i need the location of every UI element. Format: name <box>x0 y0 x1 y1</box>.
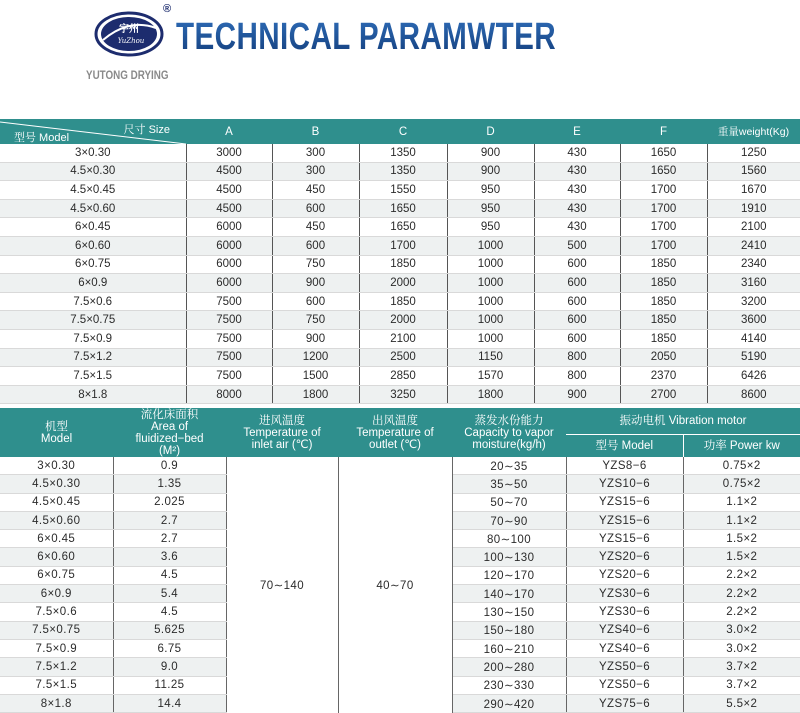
value-cell: 1850 <box>620 255 707 274</box>
model-cell: 7.5×1.5 <box>0 676 113 694</box>
dimensions-body <box>0 144 800 404</box>
area-header-en1: Area of <box>150 420 189 433</box>
model-cell: 4.5×0.30 <box>0 475 113 493</box>
table-row <box>0 311 800 330</box>
value-cell: 1650 <box>620 144 707 162</box>
value-cell: 950 <box>447 199 534 218</box>
value-cell: 1650 <box>359 199 447 218</box>
value-cell: 7500 <box>186 367 272 386</box>
value-cell: 1200 <box>272 348 359 367</box>
table-row <box>0 181 800 200</box>
col-header-c: C <box>359 119 447 144</box>
power-cell: 3.0×2 <box>683 639 800 657</box>
motor-model-cell: YZS30−6 <box>566 585 683 603</box>
table-row <box>0 144 800 162</box>
value-cell: 600 <box>272 292 359 311</box>
table-row <box>0 162 800 181</box>
value-cell: 1700 <box>359 236 447 255</box>
value-cell: 430 <box>534 144 620 162</box>
model-cell: 7.5×1.5 <box>0 367 186 386</box>
value-cell: 600 <box>534 311 620 330</box>
area-header-en3: (M²) <box>158 444 181 457</box>
value-cell: 1910 <box>707 199 800 218</box>
model-cell: 8×1.8 <box>0 694 113 712</box>
area-cell: 3.6 <box>113 548 226 566</box>
value-cell: 3000 <box>186 144 272 162</box>
company-logo <box>94 10 164 58</box>
power-cell: 2.2×2 <box>683 585 800 603</box>
value-cell: 1570 <box>447 367 534 386</box>
model-label: 型号 Model <box>14 132 70 144</box>
table-row <box>0 236 800 255</box>
value-cell: 430 <box>534 181 620 200</box>
value-cell: 1700 <box>620 218 707 237</box>
motor-model-cell: YZS15−6 <box>566 530 683 548</box>
value-cell: 1700 <box>620 236 707 255</box>
value-cell: 2000 <box>359 274 447 293</box>
value-cell: 1700 <box>620 181 707 200</box>
value-cell: 750 <box>272 311 359 330</box>
value-cell: 600 <box>534 255 620 274</box>
value-cell: 7500 <box>186 348 272 367</box>
model-cell: 4.5×0.60 <box>0 199 186 218</box>
value-cell: 750 <box>272 255 359 274</box>
model-cell: 4.5×0.30 <box>0 162 186 181</box>
inlet-header-cn: 进风温度 <box>259 414 305 427</box>
value-cell: 2100 <box>359 329 447 348</box>
capacity-cell: 120∼170 <box>452 566 566 584</box>
value-cell: 3160 <box>707 274 800 293</box>
value-cell: 1850 <box>359 255 447 274</box>
value-cell: 1850 <box>620 311 707 330</box>
power-cell: 1.1×2 <box>683 493 800 511</box>
table-row <box>0 274 800 293</box>
area-cell: 2.025 <box>113 493 226 511</box>
value-cell: 6000 <box>186 236 272 255</box>
capacity-cell: 140∼170 <box>452 585 566 603</box>
model-header <box>0 408 113 457</box>
table-row <box>0 218 800 237</box>
capacity-cell: 160∼210 <box>452 639 566 657</box>
model-cell: 6×0.45 <box>0 218 186 237</box>
value-cell: 1000 <box>447 236 534 255</box>
area-cell: 14.4 <box>113 694 226 712</box>
capacity-header-en2: moisture(kg/h) <box>472 438 546 451</box>
capacity-header-cn: 蒸发水份能力 <box>474 414 544 427</box>
value-cell: 1850 <box>620 292 707 311</box>
model-cell: 3×0.30 <box>0 144 186 162</box>
capacity-header-en1: Capacity to vapor <box>464 426 554 439</box>
motor-model-cell: YZS50−6 <box>566 676 683 694</box>
table-row <box>0 199 800 218</box>
model-cell: 8×1.8 <box>0 385 186 404</box>
model-cell: 7.5×1.2 <box>0 348 186 367</box>
value-cell: 600 <box>534 292 620 311</box>
area-header-en2: fluidized−bed <box>135 432 204 445</box>
model-cell: 6×0.60 <box>0 548 113 566</box>
col-header-weight: 重量weight(Kg) <box>707 119 800 144</box>
capacity-cell: 150∼180 <box>452 621 566 639</box>
value-cell: 1850 <box>359 292 447 311</box>
value-cell: 900 <box>272 329 359 348</box>
model-cell: 4.5×0.45 <box>0 493 113 511</box>
area-cell: 4.5 <box>113 566 226 584</box>
page-header <box>0 0 800 80</box>
power-cell: 3.7×2 <box>683 676 800 694</box>
power-cell: 1.1×2 <box>683 511 800 529</box>
dimensions-table <box>0 119 800 404</box>
model-cell: 6×0.9 <box>0 585 113 603</box>
outlet-header <box>338 408 452 457</box>
value-cell: 800 <box>534 367 620 386</box>
power-cell: 0.75×2 <box>683 475 800 493</box>
inlet-temp-cell: 70∼140 <box>226 457 338 713</box>
area-cell: 11.25 <box>113 676 226 694</box>
registered-mark: ® <box>163 3 172 15</box>
dimensions-header-row <box>0 119 800 144</box>
col-header-f: F <box>620 119 707 144</box>
value-cell: 1700 <box>620 199 707 218</box>
table-row <box>0 329 800 348</box>
model-cell: 7.5×0.9 <box>0 639 113 657</box>
value-cell: 1000 <box>447 311 534 330</box>
power-cell: 0.75×2 <box>683 457 800 475</box>
model-cell: 7.5×0.75 <box>0 311 186 330</box>
value-cell: 1800 <box>272 385 359 404</box>
value-cell: 600 <box>272 236 359 255</box>
value-cell: 4500 <box>186 181 272 200</box>
model-cell: 3×0.30 <box>0 457 113 475</box>
motor-model-cell: YZS50−6 <box>566 658 683 676</box>
model-cell: 6×0.75 <box>0 566 113 584</box>
col-header-a: A <box>186 119 272 144</box>
motor-model-cell: YZS8−6 <box>566 457 683 475</box>
area-cell: 2.7 <box>113 511 226 529</box>
model-cell: 7.5×0.6 <box>0 603 113 621</box>
outlet-temp-cell: 40∼70 <box>338 457 452 713</box>
motor-model-cell: YZS20−6 <box>566 548 683 566</box>
value-cell: 1650 <box>359 218 447 237</box>
value-cell: 450 <box>272 181 359 200</box>
value-cell: 3600 <box>707 311 800 330</box>
value-cell: 8000 <box>186 385 272 404</box>
area-cell: 9.0 <box>113 658 226 676</box>
col-header-e: E <box>534 119 620 144</box>
value-cell: 430 <box>534 199 620 218</box>
page-title: TECHNICAL PARAMWTER <box>176 16 557 58</box>
size-model-header <box>0 119 186 144</box>
capacity-cell: 200∼280 <box>452 658 566 676</box>
value-cell: 1250 <box>707 144 800 162</box>
value-cell: 430 <box>534 162 620 181</box>
value-cell: 2050 <box>620 348 707 367</box>
capacity-header <box>452 408 566 457</box>
model-cell: 7.5×0.75 <box>0 621 113 639</box>
brand-name: YUTONG DRYING <box>86 68 169 82</box>
value-cell: 2500 <box>359 348 447 367</box>
inlet-header <box>226 408 338 457</box>
model-header-en: Model <box>40 432 73 445</box>
area-cell: 2.7 <box>113 530 226 548</box>
model-cell: 4.5×0.60 <box>0 511 113 529</box>
value-cell: 430 <box>534 218 620 237</box>
value-cell: 1000 <box>447 329 534 348</box>
area-cell: 4.5 <box>113 603 226 621</box>
capacity-cell: 130∼150 <box>452 603 566 621</box>
capacity-cell: 100∼130 <box>452 548 566 566</box>
value-cell: 900 <box>447 162 534 181</box>
capacity-cell: 20∼35 <box>452 457 566 475</box>
value-cell: 900 <box>447 144 534 162</box>
area-cell: 1.35 <box>113 475 226 493</box>
model-cell: 7.5×0.9 <box>0 329 186 348</box>
capacity-cell: 70∼90 <box>452 511 566 529</box>
value-cell: 950 <box>447 181 534 200</box>
value-cell: 7500 <box>186 329 272 348</box>
table-row <box>0 367 800 386</box>
area-cell: 5.4 <box>113 585 226 603</box>
value-cell: 1850 <box>620 274 707 293</box>
value-cell: 5190 <box>707 348 800 367</box>
value-cell: 2370 <box>620 367 707 386</box>
motor-model-cell: YZS30−6 <box>566 603 683 621</box>
power-cell: 5.5×2 <box>683 694 800 712</box>
power-cell: 1.5×2 <box>683 530 800 548</box>
model-header-cn: 机型 <box>45 420 68 433</box>
model-cell: 6×0.9 <box>0 274 186 293</box>
value-cell: 800 <box>534 348 620 367</box>
power-cell: 1.5×2 <box>683 548 800 566</box>
vibration-motor-header: 振动电机 Vibration motor <box>566 408 800 435</box>
value-cell: 1350 <box>359 162 447 181</box>
value-cell: 2700 <box>620 385 707 404</box>
value-cell: 1550 <box>359 181 447 200</box>
motor-model-cell: YZS40−6 <box>566 639 683 657</box>
value-cell: 2410 <box>707 236 800 255</box>
value-cell: 2000 <box>359 311 447 330</box>
col-header-d: D <box>447 119 534 144</box>
value-cell: 4500 <box>186 199 272 218</box>
motor-model-cell: YZS75−6 <box>566 694 683 712</box>
power-cell: 2.2×2 <box>683 603 800 621</box>
model-cell: 7.5×0.6 <box>0 292 186 311</box>
motor-model-cell: YZS10−6 <box>566 475 683 493</box>
value-cell: 1670 <box>707 181 800 200</box>
model-cell: 6×0.60 <box>0 236 186 255</box>
motor-model-cell: YZS20−6 <box>566 566 683 584</box>
value-cell: 300 <box>272 144 359 162</box>
capacity-cell: 35∼50 <box>452 475 566 493</box>
performance-table <box>0 408 800 713</box>
area-cell: 0.9 <box>113 457 226 475</box>
performance-header-row-1 <box>0 408 800 435</box>
table-row <box>0 292 800 311</box>
value-cell: 1150 <box>447 348 534 367</box>
value-cell: 1560 <box>707 162 800 181</box>
value-cell: 600 <box>534 329 620 348</box>
value-cell: 8600 <box>707 385 800 404</box>
value-cell: 6000 <box>186 218 272 237</box>
value-cell: 1000 <box>447 292 534 311</box>
power-cell: 2.2×2 <box>683 566 800 584</box>
value-cell: 4500 <box>186 162 272 181</box>
outlet-header-en2: outlet (℃) <box>369 438 421 451</box>
area-cell: 5.625 <box>113 621 226 639</box>
area-header <box>113 408 226 457</box>
logo-chinese-text: 宇州 <box>119 24 139 35</box>
capacity-cell: 50∼70 <box>452 493 566 511</box>
inlet-header-en2: inlet air (℃) <box>251 438 313 451</box>
table-row <box>0 348 800 367</box>
value-cell: 900 <box>272 274 359 293</box>
title-banner <box>172 14 642 58</box>
value-cell: 600 <box>534 274 620 293</box>
motor-model-cell: YZS40−6 <box>566 621 683 639</box>
motor-power-header: 功率 Power kw <box>683 435 800 458</box>
table-row <box>0 457 800 475</box>
area-header-cn: 流化床面积 <box>140 408 199 421</box>
area-cell: 6.75 <box>113 639 226 657</box>
size-label: 尺寸 Size <box>123 124 170 136</box>
value-cell: 1500 <box>272 367 359 386</box>
value-cell: 6426 <box>707 367 800 386</box>
value-cell: 2850 <box>359 367 447 386</box>
power-cell: 3.0×2 <box>683 621 800 639</box>
capacity-cell: 290∼420 <box>452 694 566 712</box>
value-cell: 3250 <box>359 385 447 404</box>
value-cell: 7500 <box>186 292 272 311</box>
value-cell: 6000 <box>186 274 272 293</box>
value-cell: 1800 <box>447 385 534 404</box>
model-cell: 7.5×1.2 <box>0 658 113 676</box>
motor-model-cell: YZS15−6 <box>566 511 683 529</box>
value-cell: 950 <box>447 218 534 237</box>
value-cell: 300 <box>272 162 359 181</box>
inlet-header-en1: Temperature of <box>243 426 321 439</box>
capacity-cell: 230∼330 <box>452 676 566 694</box>
value-cell: 900 <box>534 385 620 404</box>
outlet-header-en1: Temperature of <box>356 426 434 439</box>
value-cell: 6000 <box>186 255 272 274</box>
value-cell: 2100 <box>707 218 800 237</box>
value-cell: 500 <box>534 236 620 255</box>
logo-latin-text: YuZhou <box>117 37 145 45</box>
table-row <box>0 255 800 274</box>
value-cell: 1650 <box>620 162 707 181</box>
value-cell: 2340 <box>707 255 800 274</box>
value-cell: 3200 <box>707 292 800 311</box>
value-cell: 4140 <box>707 329 800 348</box>
value-cell: 600 <box>272 199 359 218</box>
value-cell: 7500 <box>186 311 272 330</box>
motor-model-header: 型号 Model <box>566 435 683 458</box>
motor-model-cell: YZS15−6 <box>566 493 683 511</box>
value-cell: 1350 <box>359 144 447 162</box>
value-cell: 1000 <box>447 255 534 274</box>
value-cell: 1850 <box>620 329 707 348</box>
col-header-b: B <box>272 119 359 144</box>
value-cell: 1000 <box>447 274 534 293</box>
outlet-header-cn: 出风温度 <box>372 414 418 427</box>
performance-body <box>0 457 800 713</box>
value-cell: 450 <box>272 218 359 237</box>
model-cell: 6×0.45 <box>0 530 113 548</box>
power-cell: 3.7×2 <box>683 658 800 676</box>
model-cell: 4.5×0.45 <box>0 181 186 200</box>
model-cell: 6×0.75 <box>0 255 186 274</box>
capacity-cell: 80∼100 <box>452 530 566 548</box>
table-row <box>0 385 800 404</box>
